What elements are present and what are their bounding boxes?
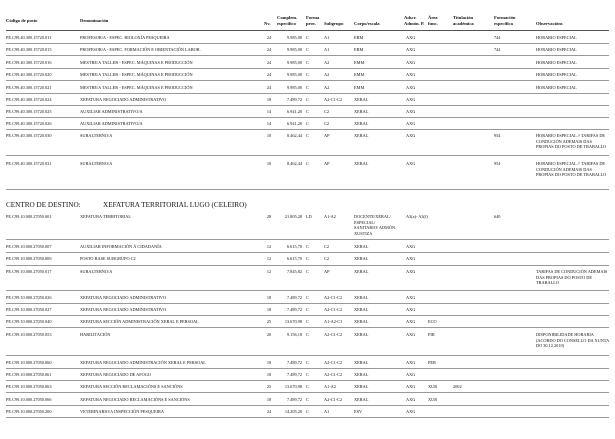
header-denominacion: Denominación xyxy=(80,18,109,23)
header-corpo: Corpo/escala xyxy=(354,21,380,26)
row-divider xyxy=(6,327,609,328)
row-divider xyxy=(6,417,609,418)
cell-nv: 18 xyxy=(266,360,272,365)
cell-forma: C xyxy=(306,121,309,126)
cell-forma: C xyxy=(306,269,309,274)
cell-adscripcion: AXG xyxy=(406,360,416,365)
cell-nv: 10 xyxy=(266,133,272,138)
cell-nv: 28 xyxy=(266,214,272,219)
cell-subgrupo: C2 xyxy=(324,244,330,249)
cell-adscripcion: AXG xyxy=(406,133,416,138)
cell-denominacion: SUBALTERNO/A xyxy=(80,133,113,138)
cell-complemento: 7.489,72 xyxy=(286,360,302,365)
cell-denominacion: SUBALTERNO/A xyxy=(80,161,113,166)
cell-corpo: EMM xyxy=(354,60,365,65)
cell-nv: 10 xyxy=(266,161,272,166)
cell-nv: 25 xyxy=(266,319,272,324)
cell-adscripcion: AXG xyxy=(406,269,416,274)
cell-nv: 12 xyxy=(266,256,272,261)
cell-complemento: 6.615,70 xyxy=(286,244,302,249)
cell-complemento: 13.670,98 xyxy=(284,319,302,324)
cell-corpo: XERAL xyxy=(354,269,369,274)
header-nv: Nv. xyxy=(264,21,271,26)
row-divider xyxy=(6,368,609,369)
cell-corpo: XERAL xyxy=(354,397,369,402)
cell-subgrupo: A1 xyxy=(324,47,330,52)
cell-corpo: XERAL xyxy=(354,244,369,249)
cell-subgrupo: A2 xyxy=(324,85,330,90)
cell-complemento: 9.985,00 xyxy=(286,60,302,65)
cell-forma: C xyxy=(306,244,309,249)
cell-adscripcion: AXG xyxy=(406,384,416,389)
cell-observacions: TARIFAS DE CONDUCIÓN ADEMAIS DAS PROPIAS DO POSTO DE TRABALLO xyxy=(536,269,608,286)
cell-formacion: 744 xyxy=(494,35,501,40)
cell-complemento: 7.489,72 xyxy=(286,295,302,300)
cell-area: XUR xyxy=(428,397,438,402)
cell-subgrupo: AP xyxy=(324,269,330,274)
cell-code: PE.C99.40.300.15720.025 xyxy=(6,109,52,114)
cell-denominacion: XEFATURA NEGOCIADO ADMINISTRATIVO xyxy=(80,295,167,300)
cell-corpo: XERAL xyxy=(354,97,369,102)
row-divider xyxy=(6,303,609,304)
cell-complemento: 7.489,72 xyxy=(286,97,302,102)
header-adscr-1: Adscr. xyxy=(404,15,417,20)
cell-observacions: HORARIO ESPECIAL // TARIFAS DE CONDUCIÓN ADEMAIS DAS PROPIAS DO POSTO DE TRABALLO xyxy=(536,133,607,150)
row-divider xyxy=(6,68,609,69)
cell-complemento: 6.615,70 xyxy=(286,256,302,261)
cell-denominacion: XEFATURA NEGOCIADO DE AFOGO xyxy=(80,372,151,377)
row-divider xyxy=(6,405,609,406)
cell-formacion: 640 xyxy=(494,214,501,219)
cell-forma: C xyxy=(306,35,309,40)
cell-adscripcion: AXG xyxy=(406,85,416,90)
cell-code: PE.C99.10.000.27050.063 xyxy=(6,384,52,389)
cell-corpo: EBM xyxy=(354,47,364,52)
cell-denominacion: AUXILIAR ADMINISTRATIVO/A xyxy=(80,121,143,126)
cell-denominacion: MESTRE/A TALLER - ESPEC. MÁQUINAS E PRODUCCIÓN xyxy=(80,72,193,77)
row-divider xyxy=(6,80,609,81)
cell-complemento: 21.805,28 xyxy=(284,214,302,219)
header-area-2: func. xyxy=(428,21,438,26)
cell-complemento: 7.845,82 xyxy=(286,269,302,274)
cell-forma: C xyxy=(306,307,309,312)
cell-complemento: 9.985,00 xyxy=(286,85,302,90)
header-complem-1: Complem. xyxy=(277,15,298,20)
cell-code: PE.C99.10.000.27050.027 xyxy=(6,307,52,312)
cell-nv: 18 xyxy=(266,397,272,402)
cell-complemento: 9.985,00 xyxy=(286,72,302,77)
cell-corpo: DOCENTE/XERAL/ ESPECIAL/ SANITARIO/ ADMÓN. XUSTIZA xyxy=(354,214,397,236)
cell-titulacion: 2002 xyxy=(453,384,462,389)
cell-nv: 18 xyxy=(266,307,272,312)
cell-adscripcion: AXG xyxy=(406,47,416,52)
cell-subgrupo: AP xyxy=(324,133,330,138)
cell-adscripcion: AXG xyxy=(406,372,416,377)
cell-observacions: HORARIO ESPECIAL xyxy=(536,35,577,40)
cell-subgrupo: A2-C1-C2 xyxy=(324,332,343,337)
cell-denominacion: XEFATURA NEGOCIADO ADMINISTRACIÓN XERAL E PERSOAL xyxy=(80,360,206,365)
cell-forma: C xyxy=(306,109,309,114)
cell-code: PE.C99.10.000.27050.200 xyxy=(6,409,52,414)
cell-nv: 24 xyxy=(266,60,272,65)
cell-complemento: 7.489,72 xyxy=(286,372,302,377)
cell-code: PE.C99.10.000.27050.009 xyxy=(6,256,52,261)
header-formacion-2: específica xyxy=(494,21,513,26)
cell-code: PE.C99.40.300.15720.030 xyxy=(6,133,52,138)
cell-complemento: 13.670,98 xyxy=(284,384,302,389)
cell-adscripcion: AXG xyxy=(406,161,416,166)
cell-corpo: XERAL xyxy=(354,161,369,166)
cell-subgrupo: AP xyxy=(324,161,330,166)
cell-area: FIR xyxy=(428,332,435,337)
cell-code: PE.C99.40.300.15720.020 xyxy=(6,72,52,77)
cell-nv: 25 xyxy=(266,384,272,389)
cell-adscripcion: AXG xyxy=(406,409,416,414)
row-divider xyxy=(6,155,609,156)
cell-forma: C xyxy=(306,409,309,414)
cell-subgrupo: A1-A2 xyxy=(324,214,336,219)
row-divider xyxy=(6,117,609,118)
cell-denominacion: XEFATURA TERRITORIAL xyxy=(80,214,131,219)
cell-forma: C xyxy=(306,161,309,166)
cell-complemento: 9.156,18 xyxy=(286,332,302,337)
cell-corpo: XERAL xyxy=(354,256,369,261)
cell-denominacion: XEFATURA NEGOCIADO ADMINISTRATIVO xyxy=(80,97,167,102)
cell-denominacion: XEFATURA SECCIÓN ADMINISTRACIÓN XERAL E PERSOAL xyxy=(80,319,199,324)
cell-denominacion: VETERINARIO/A INSPECCIÓN PESQUEIRA xyxy=(80,409,165,414)
cell-complemento: 9.985,00 xyxy=(286,47,302,52)
cell-adscripcion: AXG xyxy=(406,319,416,324)
cell-corpo: XERAL xyxy=(354,372,369,377)
cell-area: ECO xyxy=(428,319,437,324)
row-divider xyxy=(6,315,609,316)
row-divider xyxy=(6,43,609,44)
cell-forma: C xyxy=(306,47,309,52)
cell-subgrupo: A2-C1-C2 xyxy=(324,372,343,377)
row-divider xyxy=(6,252,609,253)
cell-observacions: HORARIO ESPECIAL xyxy=(536,60,577,65)
cell-nv: 18 xyxy=(266,97,272,102)
cell-subgrupo: A2-C1-C2 xyxy=(324,295,343,300)
cell-nv: 14 xyxy=(266,121,272,126)
cell-forma: C xyxy=(306,360,309,365)
cell-complemento: 7.489,72 xyxy=(286,307,302,312)
cell-forma: C xyxy=(306,85,309,90)
cell-formacion: 954 xyxy=(494,161,501,166)
cell-formacion: 744 xyxy=(494,47,501,52)
cell-forma: C xyxy=(306,60,309,65)
cell-corpo: EMM xyxy=(354,85,365,90)
cell-observacions: HORARIO ESPECIAL xyxy=(536,85,577,90)
cell-corpo: ESV xyxy=(354,409,363,414)
row-divider xyxy=(6,290,609,291)
cell-subgrupo: A1 xyxy=(324,35,330,40)
cell-forma: C xyxy=(306,319,309,324)
cell-nv: 12 xyxy=(266,269,272,274)
cell-code: PE.C99.10.000.27050.001 xyxy=(6,214,52,219)
cell-denominacion: HABILITACIÓN xyxy=(80,332,111,337)
cell-corpo: XERAL xyxy=(354,295,369,300)
header-area-1: Área xyxy=(428,15,438,20)
cell-subgrupo: A1 xyxy=(324,409,330,414)
cell-subgrupo: C2 xyxy=(324,121,330,126)
cell-forma: C xyxy=(306,397,309,402)
cell-corpo: EBM xyxy=(354,35,364,40)
cell-subgrupo: A1-A2 xyxy=(324,384,336,389)
header-codigo: Código de posto xyxy=(6,18,38,23)
cell-code: PE.C99.40.300.15720.011 xyxy=(6,35,52,40)
cell-code: PE.C99.40.300.15720.024 xyxy=(6,97,52,102)
cell-corpo: XERAL xyxy=(354,109,369,114)
cell-code: PE.C99.40.300.15720.031 xyxy=(6,161,52,166)
cell-code: PE.C99.10.000.27050.053 xyxy=(6,332,52,337)
cell-observacions: HORARIO ESPECIAL xyxy=(536,72,577,77)
cell-code: PE.C99.10.000.27050.026 xyxy=(6,295,52,300)
cell-subgrupo: C2 xyxy=(324,256,330,261)
cell-adscripcion: AXG xyxy=(406,307,416,312)
row-divider xyxy=(6,129,609,130)
cell-denominacion: XEFATURA NEGOCIADO RECLAMACIÓNS E SANCIÓNS xyxy=(80,397,190,402)
header-divider xyxy=(6,30,609,31)
cell-subgrupo: A2-C1-C2 xyxy=(324,397,343,402)
row-divider xyxy=(6,189,609,190)
row-divider xyxy=(6,239,609,240)
cell-code: PE.C99.10.000.27050.017 xyxy=(6,269,52,274)
cell-corpo: XERAL xyxy=(354,360,369,365)
cell-formacion: 954 xyxy=(494,133,501,138)
cell-code: PE.C99.40.300.15720.021 xyxy=(6,85,52,90)
cell-nv: 24 xyxy=(266,35,272,40)
cell-code: PE.C99.40.300.15720.026 xyxy=(6,121,52,126)
cell-complemento: 9.985,00 xyxy=(286,35,302,40)
row-divider xyxy=(6,392,609,393)
cell-adscripcion: AXG xyxy=(406,295,416,300)
cell-adscripcion: AXG xyxy=(406,97,416,102)
cell-subgrupo: A2-C1-C2 xyxy=(324,360,343,365)
cell-complemento: 8.462,44 xyxy=(286,161,302,166)
cell-adscripcion: AXG xyxy=(406,72,416,77)
cell-observacions: HORARIO ESPECIAL xyxy=(536,47,577,52)
cell-corpo: XERAL xyxy=(354,319,369,324)
cell-adscripcion: AXG xyxy=(406,109,416,114)
header-observacions: Observacións xyxy=(536,21,563,26)
cell-code: PE.C99.40.300.15720.015 xyxy=(6,47,52,52)
cell-nv: 24 xyxy=(266,85,272,90)
cell-complemento: 6.941,20 xyxy=(286,121,302,126)
cell-observacions: HORARIO ESPECIAL // TARIFAS DE CONDUCIÓN ADEMAIS DAS PROPIAS DO POSTO DE TRABALLO xyxy=(536,161,607,178)
cell-adscripcion: AXG xyxy=(406,35,416,40)
cell-nv: 20 xyxy=(266,332,272,337)
cell-adscripcion: AXG xyxy=(406,60,416,65)
cell-nv: 24 xyxy=(266,409,272,414)
cell-nv: 18 xyxy=(266,372,272,377)
row-divider xyxy=(6,265,609,266)
cell-area: XUR xyxy=(428,384,438,389)
cell-nv: 14 xyxy=(266,109,272,114)
cell-nv: 24 xyxy=(266,72,272,77)
header-complem-2: específico xyxy=(277,21,296,26)
cell-forma: C xyxy=(306,256,309,261)
cell-code: PE.C99.10.000.27050.007 xyxy=(6,244,52,249)
cell-corpo: EMM xyxy=(354,72,365,77)
cell-denominacion: MESTRE/A TALLER - ESPEC. MÁQUINAS E PRODUCCIÓN xyxy=(80,60,193,65)
cell-denominacion: PROFESOR/A - ESPEC. FORMACIÓN E ORIENTACIÓN LABOR. xyxy=(80,47,201,52)
cell-forma: LD xyxy=(306,214,312,219)
row-divider xyxy=(6,355,609,356)
row-divider xyxy=(6,105,609,106)
cell-denominacion: PROFESOR/A - ESPEC. BIOLOXÍA PESQUEIRA xyxy=(80,35,170,40)
row-divider xyxy=(6,93,609,94)
center-label: CENTRO DE DESTINO: xyxy=(6,201,81,209)
cell-adscripcion: AXG xyxy=(406,332,416,337)
cell-complemento: 8.462,44 xyxy=(286,133,302,138)
cell-complemento: 14.205,20 xyxy=(284,409,302,414)
cell-subgrupo: A2-C1-C2 xyxy=(324,97,343,102)
cell-denominacion: AUXILIAR INFORMACIÓN Á CIDADANÍA xyxy=(80,244,162,249)
cell-subgrupo: C2 xyxy=(324,109,330,114)
cell-area: PER xyxy=(428,360,436,365)
cell-corpo: XERAL xyxy=(354,307,369,312)
row-divider xyxy=(6,55,609,56)
cell-denominacion: MESTRE/A TALLER - ESPEC. MÁQUINAS E PRODUCCIÓN xyxy=(80,85,193,90)
cell-nv: 24 xyxy=(266,47,272,52)
row-divider xyxy=(6,380,609,381)
cell-forma: C xyxy=(306,72,309,77)
cell-corpo: XERAL xyxy=(354,133,369,138)
cell-nv: 12 xyxy=(266,244,272,249)
cell-code: PE.C99.10.000.27050.060 xyxy=(6,360,52,365)
cell-denominacion: SUBALTERNO/A xyxy=(80,269,113,274)
cell-code: PE.C99.40.300.15720.016 xyxy=(6,60,52,65)
cell-adscripcion: AXG xyxy=(406,397,416,402)
cell-forma: C xyxy=(306,332,309,337)
header-titulacion-2: académica xyxy=(453,21,474,26)
cell-denominacion: XEFATURA NEGOCIADO ADMINISTRATIVO xyxy=(80,307,167,312)
cell-corpo: XERAL xyxy=(354,121,369,126)
cell-subgrupo: A2 xyxy=(324,60,330,65)
cell-adscripcion: AXG xyxy=(406,244,416,249)
cell-forma: C xyxy=(306,372,309,377)
cell-complemento: 7.489,72 xyxy=(286,397,302,402)
cell-code: PE.C99.10.000.27050.061 xyxy=(6,372,52,377)
cell-observacions: DISPONIBILIDADE HORARIA (ACORDO DO CONSELLO DA XUNTA DO 30.12.2010) xyxy=(536,332,609,349)
header-titulacion-1: Titulación xyxy=(453,15,474,20)
cell-subgrupo: A2 xyxy=(324,72,330,77)
cell-code: PE.C99.10.000.27050.066 xyxy=(6,397,52,402)
cell-denominacion: POSTO BASE SUBGRUPO C2 xyxy=(80,256,136,261)
cell-corpo: XERAL xyxy=(354,384,369,389)
cell-subgrupo: A1-A2-C1 xyxy=(324,319,343,324)
cell-denominacion: XEFATURA SECCIÓN RECLAMACIÓNS E SANCIÓNS xyxy=(80,384,183,389)
cell-code: PE.C99.10.000.27050.040 xyxy=(6,319,52,324)
cell-forma: C xyxy=(306,384,309,389)
cell-adscripcion: AXG xyxy=(406,121,416,126)
cell-adscripcion: AXG xyxy=(406,256,416,261)
header-forma-2: prov. xyxy=(306,21,316,26)
cell-adscripcion: A3(a)- A3(f) xyxy=(406,214,428,219)
cell-denominacion: AUXILIAR ADMINISTRATIVO/A xyxy=(80,109,143,114)
cell-subgrupo: A2-C1-C2 xyxy=(324,307,343,312)
header-adscr-2: Admón. P. xyxy=(404,21,425,26)
cell-forma: C xyxy=(306,295,309,300)
cell-forma: C xyxy=(306,133,309,138)
cell-complemento: 6.941,20 xyxy=(286,109,302,114)
cell-corpo: XERAL xyxy=(354,332,369,337)
header-forma-1: Forma xyxy=(306,15,320,20)
header-subgrupo: Subgrupo xyxy=(324,21,344,26)
header-formacion-1: Formación xyxy=(494,15,516,20)
center-name: XEFATURA TERRITORIAL LUGO (CELEIRO) xyxy=(103,201,247,209)
cell-nv: 18 xyxy=(266,295,272,300)
cell-forma: C xyxy=(306,97,309,102)
